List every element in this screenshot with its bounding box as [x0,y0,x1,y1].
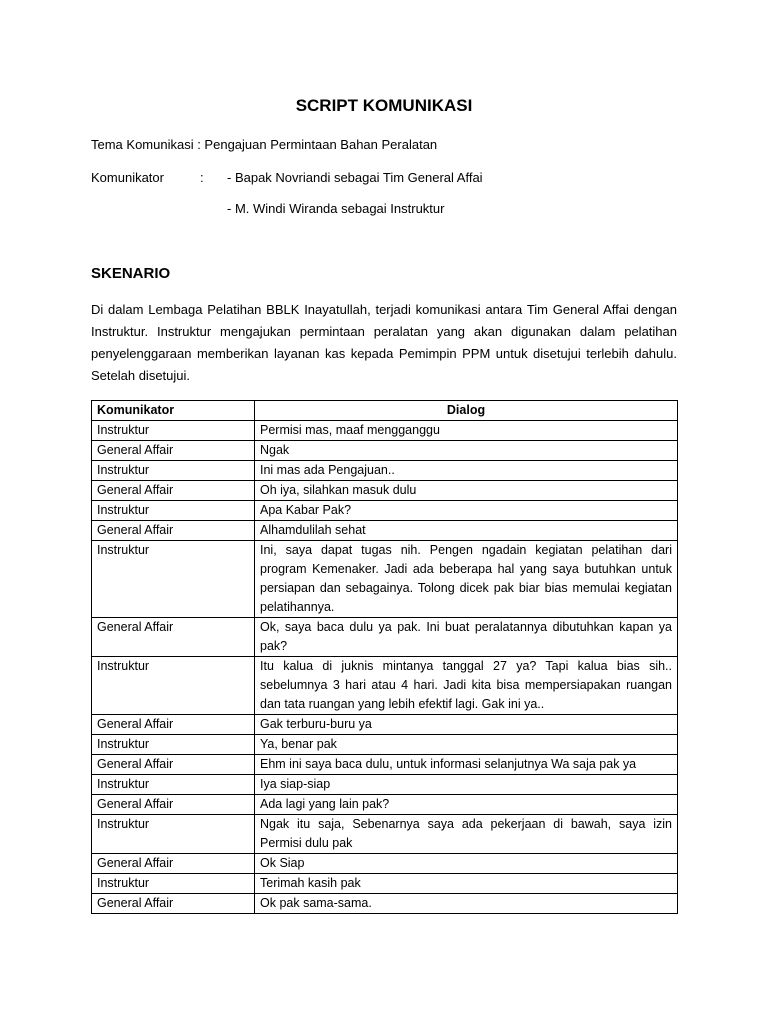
table-row [92,715,678,735]
table-row [92,795,678,815]
table-row [92,657,678,715]
speaker-cell: General Affair [92,521,255,541]
communicator-label: Komunikator [91,170,164,185]
table-row [92,461,678,481]
dialog-cell: Gak terburu-buru ya [255,715,678,735]
table-row [92,735,678,755]
speaker-cell: General Affair [92,795,255,815]
dialog-cell: Ok, saya baca dulu ya pak. Ini buat peralatannya dibutuhkan kapan ya pak? [255,618,678,657]
speaker-cell: Instruktur [92,874,255,894]
dialog-rows [92,421,678,914]
speaker-cell: General Affair [92,894,255,914]
dialog-cell: Ini mas ada Pengajuan.. [255,461,678,481]
table-row [92,541,678,618]
table-row [92,521,678,541]
dialog-cell: Ngak itu saja, Sebenarnya saya ada pekerjaan di bawah, saya izin Permisi dulu pak [255,815,678,854]
speaker-cell: Instruktur [92,775,255,795]
dialog-cell: Itu kalua di juknis mintanya tanggal 27 ya? Tapi kalua bias sih.. sebelumnya 3 hari atau 4 hari. Jadi kita bisa mempersiapakan ruangan dan tata ruangan yang lebih efektif lagi. Gak ini ya.. [255,657,678,715]
table-row [92,501,678,521]
speaker-cell: General Affair [92,854,255,874]
scenario-heading: SKENARIO [91,265,171,282]
table-row [92,815,678,854]
communicator-1: - Bapak Novriandi sebagai Tim General Affai [227,170,483,185]
dialog-cell: Ya, benar pak [255,735,678,755]
dialog-table [91,400,678,914]
dialog-cell: Ngak [255,441,678,461]
dialog-cell: Apa Kabar Pak? [255,501,678,521]
dialog-cell: Ini, saya dapat tugas nih. Pengen ngadain kegiatan pelatihan dari program Kemenaker. Jadi ada beberapa hal yang saya butuhkan untuk persiapan dan sebagainya. Tolong dicek pak biar bias memulai kegiatan pelatihannya. [255,541,678,618]
dialog-cell: Terimah kasih pak [255,874,678,894]
table-row [92,775,678,795]
table-row [92,874,678,894]
speaker-cell: General Affair [92,481,255,501]
speaker-cell: General Affair [92,755,255,775]
speaker-cell: Instruktur [92,815,255,854]
table-header-row [92,401,678,421]
scenario-text: Di dalam Lembaga Pelatihan BBLK Inayatullah, terjadi komunikasi antara Tim General Affai dengan Instruktur. Instruktur mengajukan permintaan peralatan yang akan digunakan dalam pelatihan penyelenggaraan memberikan layanan kas kepada Pemimpin PPM untuk disetujui terlebih dahulu. Setelah disetujui. [91,302,677,383]
header-dialog: Dialog [255,401,678,421]
dialog-cell: Alhamdulilah sehat [255,521,678,541]
speaker-cell: General Affair [92,441,255,461]
header-komunikator: Komunikator [92,401,255,421]
speaker-cell: Instruktur [92,735,255,755]
communicator-2: - M. Windi Wiranda sebagai Instruktur [227,201,445,216]
table-row [92,441,678,461]
document-title: SCRIPT KOMUNIKASI [295,96,473,115]
dialog-cell: Oh iya, silahkan masuk dulu [255,481,678,501]
communicator-colon: : [200,170,204,185]
table-row [92,894,678,914]
speaker-cell: General Affair [92,715,255,735]
table-row [92,854,678,874]
dialog-cell: Permisi mas, maaf mengganggu [255,421,678,441]
dialog-cell: Ada lagi yang lain pak? [255,795,678,815]
speaker-cell: General Affair [92,618,255,657]
table-row [92,481,678,501]
dialog-cell: Ehm ini saya baca dulu, untuk informasi selanjutnya Wa saja pak ya [255,755,678,775]
table-row [92,755,678,775]
scenario-paragraph [91,299,677,387]
speaker-cell: Instruktur [92,657,255,715]
speaker-cell: Instruktur [92,461,255,481]
theme-line: Tema Komunikasi : Pengajuan Permintaan Bahan Peralatan [91,137,438,152]
dialog-cell: Iya siap-siap [255,775,678,795]
speaker-cell: Instruktur [92,421,255,441]
table-row [92,618,678,657]
table-row [92,421,678,441]
dialog-cell: Ok Siap [255,854,678,874]
dialog-cell: Ok pak sama-sama. [255,894,678,914]
speaker-cell: Instruktur [92,541,255,618]
speaker-cell: Instruktur [92,501,255,521]
